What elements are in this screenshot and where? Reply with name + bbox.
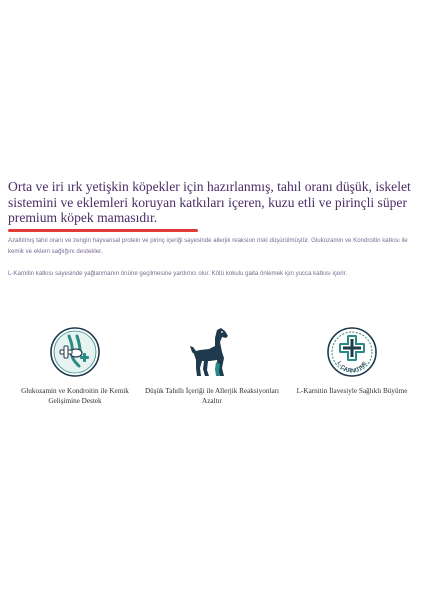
joint-bone-icon — [49, 326, 101, 378]
product-headline: Orta ve iri ırk yetişkin köpekler için hazırlanmış, tahıl oranı düşük, iskelet sistemini ve eklemleri koruyan katkıları içeren, kuzu etli ve pirinçli süper premium köpek mamasıdır. — [8, 179, 411, 226]
dog-icon — [184, 324, 240, 380]
headline-underline — [8, 229, 198, 232]
description-paragraph-1: Azaltılmış tahıl oranı ve zengin hayvansal protein ve pirinç içeriği sayesinde allerjik reaksion riski düşürülmüştür. Glukozamin ve Kondroitin katkısı ile kemik ve eklem sağlığını destekler. — [8, 237, 408, 255]
l-carnitine-badge-icon — [326, 326, 378, 378]
feature-caption: Düşük Tahıllı İçeriği ile Allerjik Reaksiyonları Azaltır — [144, 387, 280, 406]
feature-low-grain — [142, 322, 282, 407]
badge-text: L-CARNITINE — [335, 360, 369, 375]
description-paragraph-2: L-Karnitin katkısı sayesinde yağlanmanın önüne geçilmesine yardımcı olur. Kötü kokulu gaita önlemek için yucca katkısı içerir. — [8, 270, 348, 277]
feature-l-carnitine — [282, 322, 422, 396]
feature-caption: Glukozamin ve Kondroitin ile Kemik Gelişimine Destek — [21, 387, 129, 406]
feature-caption: L-Karnitin İlavesiyle Sağlıklı Büyüme — [296, 387, 408, 395]
feature-joint-support — [5, 322, 145, 407]
